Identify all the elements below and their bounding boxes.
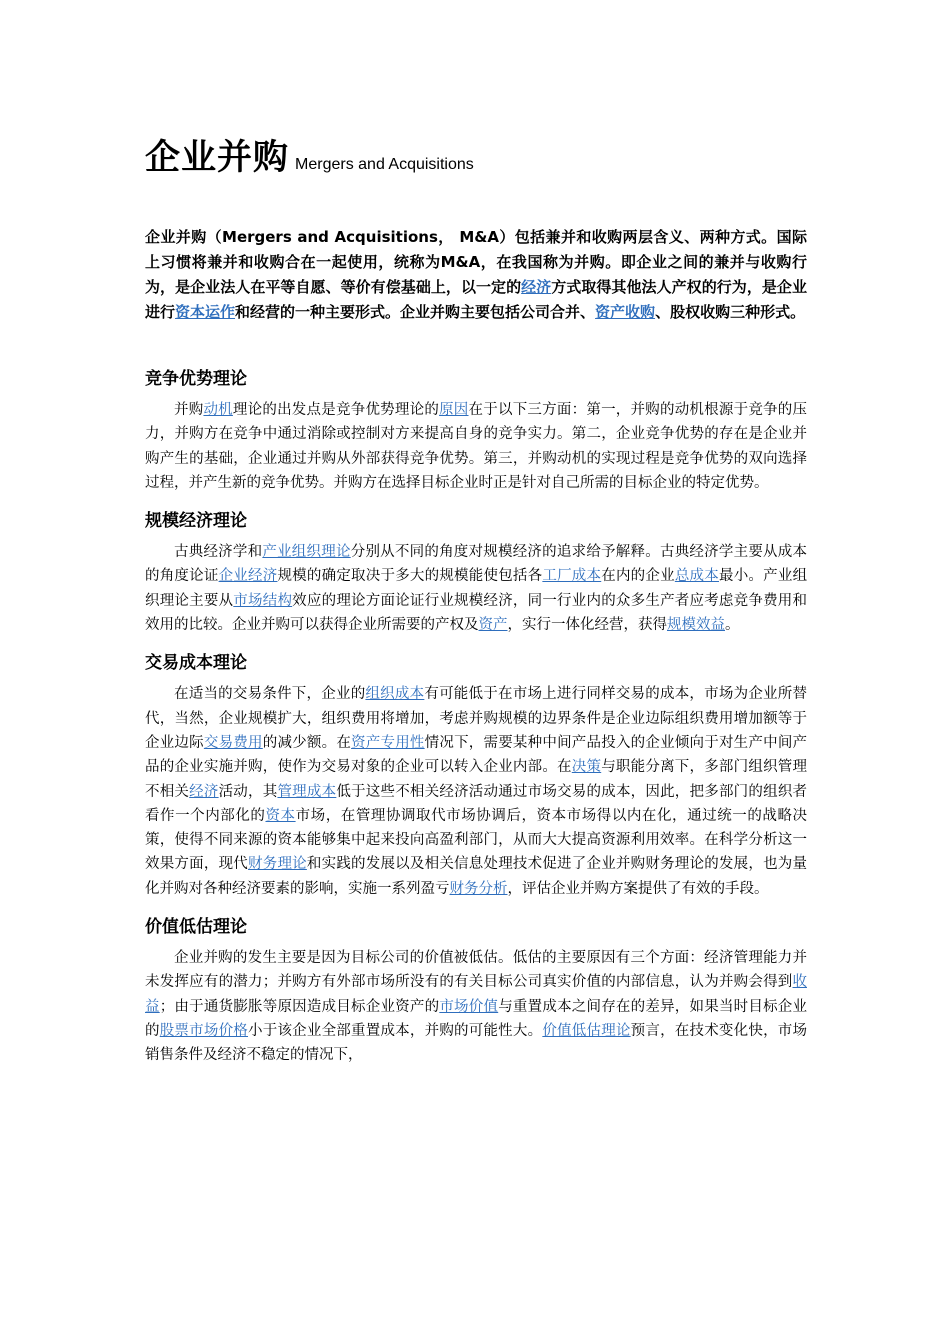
- inline-link[interactable]: 股票市场价格: [159, 1022, 249, 1039]
- section-economies-of-scale: [145, 507, 807, 637]
- inline-link[interactable]: 财务理论: [248, 856, 307, 873]
- inline-link[interactable]: 资产专用性: [351, 734, 425, 751]
- inline-link[interactable]: 资产: [478, 617, 508, 634]
- title-row: [145, 133, 807, 183]
- inline-link[interactable]: 财务分析: [449, 880, 508, 897]
- inline-link[interactable]: 动机: [203, 402, 233, 418]
- inline-link[interactable]: 企业经济: [218, 568, 278, 585]
- inline-link[interactable]: 决策: [571, 759, 602, 776]
- text-run: 在内的企业: [601, 568, 675, 585]
- inline-link[interactable]: 资本: [265, 807, 296, 824]
- text-run: 。: [725, 617, 740, 634]
- section-body: [145, 682, 807, 901]
- text-run: 低于这些不相关经济活动通过市场交易的成本，因此，把多部门的组织者看作一个内部化的: [145, 783, 808, 824]
- inline-link[interactable]: 资产收购: [595, 303, 656, 321]
- text-run: ，评估企业并购方案提供了有效的手段。: [507, 880, 769, 897]
- inline-link[interactable]: 原因: [439, 402, 469, 418]
- section-body: [145, 398, 807, 495]
- page-subtitle: Mergers and Acquisitions: [295, 156, 474, 173]
- inline-link[interactable]: 总成本: [674, 568, 719, 585]
- inline-link[interactable]: 市场结构: [233, 592, 293, 609]
- section-heading: 价值低估理论: [145, 917, 247, 938]
- text-run: 在于以下三方面：第一，并购的动机根源于竞争的压力，并购方在竞争中通过消除或控制对方来提高自身的竞争实力。第二，企业竞争优势的存在是企业并购产生的基础，企业通过并购从外部获得竞争优势。第三，并购动机的实现过程是竞争优势的双向选择过程，并产生新的竞争优势。并购方在选择目标企业时正是针对自己所需的目标企业的特定优势。: [145, 402, 808, 491]
- text-run: 方式取得其他法人产权的行为，是企业进行: [145, 278, 807, 321]
- text-run: ，实行一体化经营，获得: [507, 617, 667, 634]
- inline-link[interactable]: 经济: [521, 278, 552, 296]
- text-run: 活动，其: [218, 783, 278, 800]
- inline-link[interactable]: 资本运作: [175, 303, 236, 321]
- text-run: 预言，在技术变化快，市场销售条件及经济不稳定的情况下，: [145, 1022, 808, 1064]
- text-run: 和经营的一种主要形式。企业并购主要包括公司合并、: [235, 303, 596, 321]
- document-page: [145, 133, 807, 1080]
- section-heading: 交易成本理论: [145, 653, 247, 674]
- inline-link[interactable]: 工厂成本: [542, 568, 602, 585]
- text-run: 分别从不同的角度对规模经济的追求给予解释。古典经济学主要从成本的角度论证: [145, 544, 808, 585]
- inline-link[interactable]: 管理成本: [277, 783, 337, 800]
- text-run: 理论的出发点是竞争优势理论的: [232, 402, 440, 418]
- text-run: 的减少额。在: [262, 734, 352, 751]
- inline-link[interactable]: 产业组织理论: [262, 544, 351, 561]
- section-body: [145, 946, 807, 1067]
- intro-paragraph: [145, 225, 807, 325]
- text-run: 规模的确定取决于多大的规模能使包括各: [277, 568, 543, 585]
- text-run: 与职能分离下，多部门组织管理不相关: [145, 759, 808, 800]
- text-run: 和实践的发展以及相关信息处理技术促进了企业并购财务理论的发展，也为量化并购对各种经济要素的影响，实施一系列盈亏: [145, 856, 808, 897]
- text-run: 市场，在管理协调取代市场协调后，资本市场得以内在化，通过统一的战略决策，使得不同来源的资本能够集中起来投向高盈利部门，从而大大提高资源利用效率。在科学分析这一效果方面，现代: [145, 807, 808, 873]
- inline-link[interactable]: 规模效益: [667, 617, 725, 634]
- section-competitive-advantage: [145, 365, 807, 495]
- text-run: 企业并购的发生主要是因为目标公司的价值被低估。低估的主要原因有三个方面：经济管理能力并未发挥应有的潜力；并购方有外部市场所没有的有关目标公司真实价值的内部信息，认为并购会得到: [145, 950, 807, 991]
- text-run: 、股权收购三种形式。: [655, 303, 806, 321]
- inline-link[interactable]: 市场价值: [439, 998, 499, 1015]
- section-heading: 竞争优势理论: [145, 369, 247, 389]
- text-run: 在适当的交易条件下，企业的: [174, 686, 366, 703]
- inline-link[interactable]: 交易费用: [203, 734, 263, 751]
- inline-link[interactable]: 经济: [189, 783, 219, 800]
- text-run: 有可能低于在市场上进行同样交易的成本，市场为企业所替代，当然，企业规模扩大，组织费用将增加，考虑并购规模的边界条件是企业边际组织费用增加额等于企业边际: [145, 686, 808, 751]
- text-run: 效应的理论方面论证行业规模经济，同一行业内的众多生产者应考虑竞争费用和效用的比较。企业并购可以获得企业所需要的产权及: [145, 592, 808, 634]
- section-undervaluation: [145, 913, 807, 1067]
- text-run: 最小。产业组织理论主要从: [145, 568, 808, 609]
- text-run: 小于该企业全部重置成本，并购的可能性大。: [248, 1022, 543, 1039]
- section-transaction-cost: [145, 649, 807, 901]
- section-body: [145, 540, 807, 637]
- inline-link[interactable]: 价值低估理论: [542, 1022, 631, 1039]
- text-run: 情况下，需要某种中间产品投入的企业倾向于对生产中间产品的企业实施并购，使作为交易对象的企业可以转入企业内部。在: [145, 734, 808, 776]
- text-run: 并购: [174, 402, 204, 418]
- section-heading: 规模经济理论: [145, 511, 247, 532]
- page-title: 企业并购: [145, 138, 290, 178]
- text-run: ；由于通货膨胀等原因造成目标企业资产的: [159, 998, 440, 1015]
- text-run: 古典经济学和: [174, 544, 263, 561]
- inline-link[interactable]: 组织成本: [365, 686, 425, 703]
- text-run: 与重置成本之间存在的差异，如果当时目标企业的: [145, 998, 808, 1039]
- text-run: 企业并购（Mergers and Acquisitions， M&A）包括兼并和收购两层含义、两种方式。国际上习惯将兼并和收购合在一起使用，统称为M&A，在我国称为并购。即企业之间的兼并与收购行为，是企业法人在平等自愿、等价有偿基础上，以一定的: [145, 228, 807, 296]
- inline-link[interactable]: 收益: [145, 974, 807, 1015]
